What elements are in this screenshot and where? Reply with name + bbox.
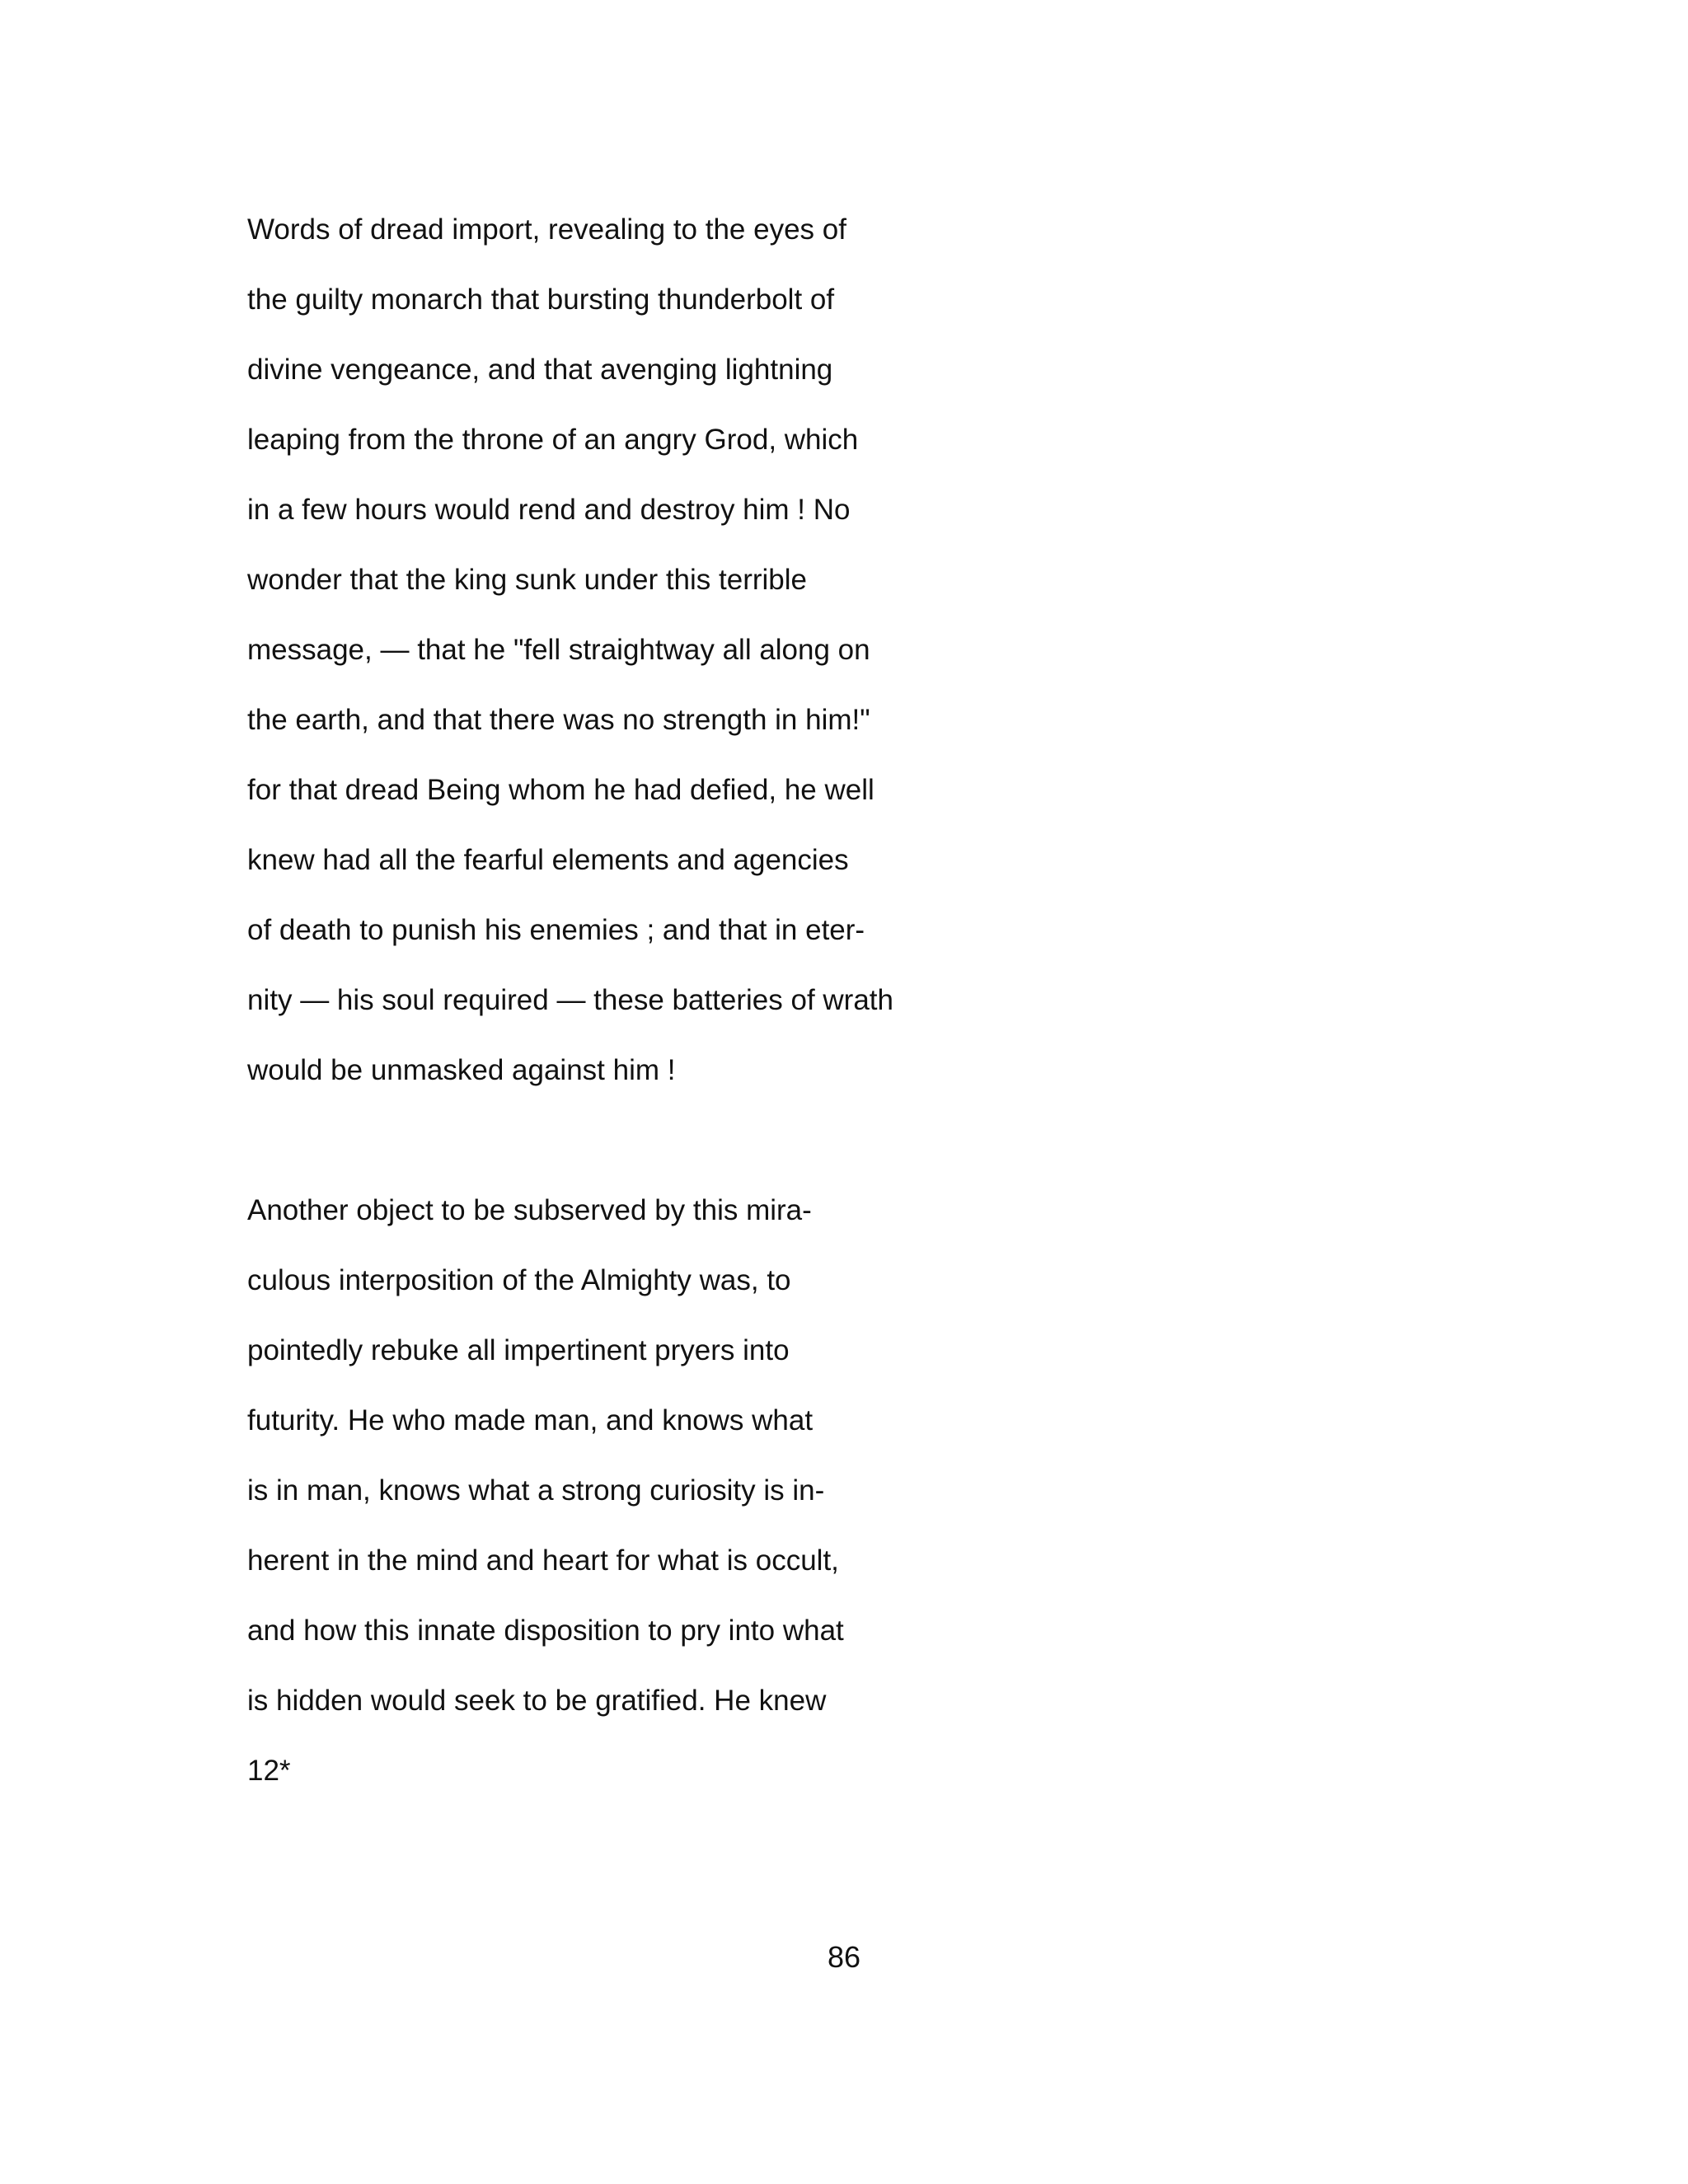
text-line: herent in the mind and heart for what is occult, [247,1544,839,1577]
paragraph-2 [247,1175,1484,1806]
text-line: in a few hours would rend and destroy him ! No [247,494,851,526]
text-line: the guilty monarch that bursting thunderbolt of [247,284,835,316]
text-line: message, — that he "fell straightway all along on [247,634,870,666]
page-number: 86 [827,1940,861,1974]
text-line: is in man, knows what a strong curiosity is in- [247,1474,825,1507]
text-line: futurity. He who made man, and knows what [247,1404,814,1436]
text-line: wonder that the king sunk under this terrible [247,564,807,596]
paragraph-1 [247,194,1484,1105]
text-line: and how this innate disposition to pry into what [247,1615,844,1647]
text-line: culous interposition of the Almighty was, to [247,1264,791,1296]
signature-mark: 12* [247,1755,291,1787]
text-line: for that dread Being whom he had defied, he well [247,774,874,806]
text-line: divine vengeance, and that avenging lightning [247,354,833,386]
text-line: knew had all the fearful elements and agencies [247,844,849,876]
text-line: the earth, and that there was no strength in him!" [247,704,870,736]
text-line: nity — his soul required — these batteries of wrath [247,984,893,1016]
body-text [247,194,1484,1806]
text-line: is hidden would seek to be gratified. He knew [247,1685,827,1717]
text-line: Another object to be subserved by this mira- [247,1194,812,1226]
text-line: of death to punish his enemies ; and that in eter- [247,914,865,946]
paragraph-spacer [247,1105,1484,1175]
text-line: leaping from the throne of an angry Grod, which [247,424,859,456]
text-line: Words of dread import, revealing to the eyes of [247,213,846,246]
text-line: would be unmasked against him ! [247,1054,676,1086]
text-line: pointedly rebuke all impertinent pryers into [247,1334,790,1366]
